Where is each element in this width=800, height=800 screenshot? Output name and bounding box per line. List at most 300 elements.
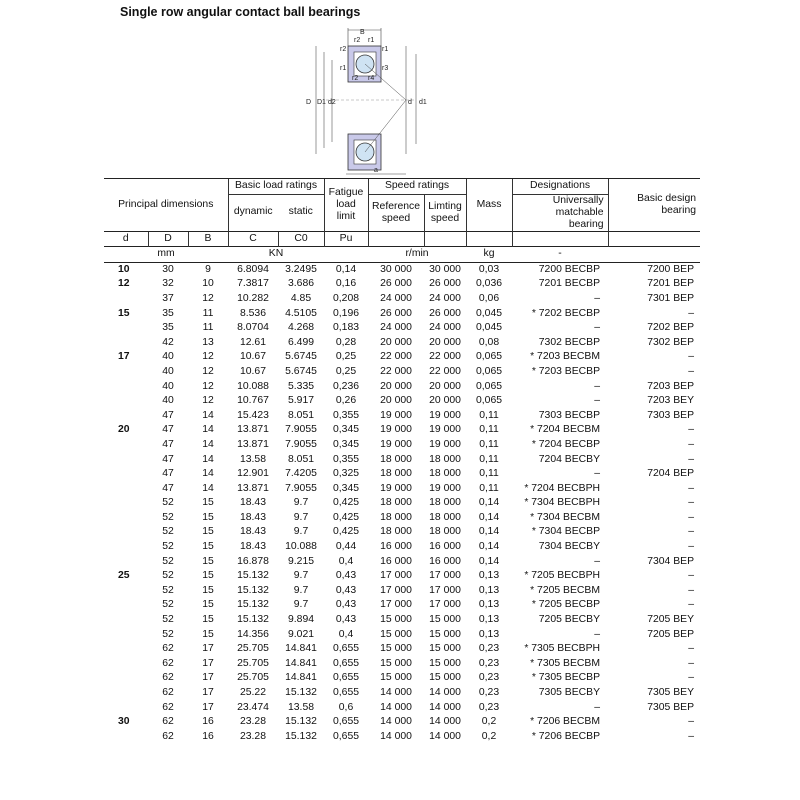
cell-limiting-speed: 18 000: [429, 511, 461, 523]
cell-basic-designation: –: [688, 424, 695, 436]
cell-outer-d: 32: [162, 278, 174, 290]
cell-width-b: 15: [202, 526, 214, 538]
cell-dynamic-c: 15.132: [237, 584, 269, 596]
diagram-label-r1b: r1: [382, 46, 389, 53]
table-row: [104, 380, 700, 395]
cell-static-c0: 5.917: [288, 395, 315, 407]
cell-limiting-speed: 20 000: [429, 395, 461, 407]
cell-limiting-speed: 22 000: [429, 365, 461, 377]
cell-dynamic-c: 18.43: [239, 511, 266, 523]
cell-bore-d: [104, 598, 148, 613]
cell-bore-d: [104, 438, 148, 453]
cell-limiting-speed: 16 000: [429, 541, 461, 553]
cell-outer-d: 62: [162, 701, 174, 713]
cell-universal-designation: 7200 BECBP: [538, 263, 601, 275]
cell-static-c0: 8.051: [288, 409, 315, 421]
header-mass: Mass: [466, 179, 512, 232]
cell-outer-d: 52: [162, 497, 174, 509]
diagram-label-r1a: r1: [368, 37, 375, 44]
cell-outer-d: 52: [162, 526, 174, 538]
table-row: [104, 671, 700, 686]
cell-mass: 0,036: [476, 278, 503, 290]
cell-mass: 0,045: [476, 322, 503, 334]
cell-universal-designation: * 7203 BECBP: [531, 365, 601, 377]
cell-bore-d: [104, 482, 148, 497]
cell-width-b: 14: [202, 482, 214, 494]
cell-dynamic-c: 12.61: [239, 336, 266, 348]
cell-universal-designation: * 7305 BECBM: [530, 657, 601, 669]
cell-bore-d: [104, 511, 148, 526]
cell-mass: 0,08: [478, 336, 500, 348]
header-symbol-big-d: D: [148, 231, 188, 247]
cell-dynamic-c: 10.282: [237, 292, 269, 304]
cell-outer-d: 62: [162, 657, 174, 669]
cell-width-b: 12: [202, 365, 214, 377]
cell-basic-designation: –: [688, 438, 695, 450]
header-symbol-c: C: [228, 231, 278, 247]
cell-fatigue-pu: 0,196: [333, 307, 360, 319]
cell-fatigue-pu: 0,4: [338, 555, 354, 567]
cell-outer-d: 62: [162, 672, 174, 684]
cell-bore-d: 25: [118, 570, 130, 582]
cell-fatigue-pu: 0,355: [333, 409, 360, 421]
cell-limiting-speed: 20 000: [429, 380, 461, 392]
cell-dynamic-c: 15.132: [237, 614, 269, 626]
cell-limiting-speed: 14 000: [429, 730, 461, 742]
cell-dynamic-c: 10.767: [237, 395, 269, 407]
cell-dynamic-c: 25.705: [237, 657, 269, 669]
cell-dynamic-c: 7.3817: [237, 278, 269, 290]
cell-width-b: 9: [205, 263, 211, 275]
diagram-label-b: B: [360, 29, 365, 36]
cell-outer-d: 52: [162, 511, 174, 523]
cell-fatigue-pu: 0,208: [333, 292, 360, 304]
cell-reference-speed: 14 000: [380, 687, 412, 698]
cell-limiting-speed: 19 000: [429, 438, 461, 450]
cell-static-c0: 3.2495: [285, 263, 317, 275]
table-row: [104, 394, 700, 409]
cell-mass: 0,23: [478, 657, 500, 669]
cell-limiting-speed: 14 000: [429, 701, 461, 713]
cell-universal-designation: * 7304 BECBM: [530, 511, 601, 523]
cell-fatigue-pu: 0,236: [333, 380, 360, 392]
cell-dynamic-c: 8.536: [239, 307, 266, 319]
cell-outer-d: 30: [162, 263, 174, 275]
cell-universal-designation: 7305 BECBY: [538, 687, 601, 698]
cell-dynamic-c: 6.8094: [237, 263, 269, 275]
bearings-table: [104, 178, 700, 744]
cell-universal-designation: 7303 BECBP: [538, 409, 601, 421]
cell-reference-speed: 16 000: [380, 541, 412, 553]
cell-reference-speed: 30 000: [380, 263, 412, 275]
cell-bore-d: [104, 628, 148, 643]
cell-outer-d: 62: [162, 730, 174, 742]
cell-universal-designation: * 7202 BECBP: [531, 307, 601, 319]
cell-reference-speed: 16 000: [380, 555, 412, 567]
cell-outer-d: 52: [162, 541, 174, 553]
cell-universal-designation: * 7204 BECBPH: [524, 482, 601, 494]
cell-universal-designation: * 7304 BECBP: [531, 526, 601, 538]
cell-bore-d: 20: [118, 424, 130, 436]
table-row: [104, 292, 700, 307]
cell-limiting-speed: 15 000: [429, 628, 461, 640]
diagram-label-d1: d1: [419, 99, 427, 106]
cell-basic-designation: –: [688, 526, 695, 538]
cell-mass: 0,14: [478, 526, 500, 538]
cell-dynamic-c: 13.871: [237, 482, 269, 494]
header-principal-dimensions: Principal dimensions: [104, 179, 228, 232]
cell-static-c0: 9.7: [293, 570, 309, 582]
cell-mass: 0,065: [476, 351, 503, 363]
cell-fatigue-pu: 0,28: [335, 336, 357, 348]
cell-reference-speed: 20 000: [380, 380, 412, 392]
cell-width-b: 10: [202, 278, 214, 290]
cell-basic-designation: –: [688, 453, 695, 465]
cell-outer-d: 52: [162, 628, 174, 640]
cell-dynamic-c: 13.871: [237, 438, 269, 450]
table-row: [104, 715, 700, 730]
header-universally-matchable: Universally matchable bearing: [512, 194, 608, 231]
cell-reference-speed: 14 000: [380, 730, 412, 742]
cell-static-c0: 4.85: [290, 292, 312, 304]
cell-static-c0: 5.6745: [285, 351, 317, 363]
cell-reference-speed: 17 000: [380, 599, 412, 611]
table-row: [104, 321, 700, 336]
cell-reference-speed: 26 000: [380, 307, 412, 319]
cell-basic-designation: 7304 BEP: [647, 555, 695, 567]
cell-bore-d: 12: [118, 278, 130, 290]
cell-static-c0: 13.58: [288, 701, 315, 713]
cell-static-c0: 7.9055: [285, 438, 317, 450]
cell-outer-d: 35: [162, 322, 174, 334]
cell-dynamic-c: 16.878: [237, 555, 269, 567]
cell-limiting-speed: 19 000: [429, 482, 461, 494]
table-row: [104, 496, 700, 511]
cell-limiting-speed: 30 000: [429, 263, 461, 275]
cell-bore-d: 17: [118, 351, 130, 363]
cell-reference-speed: 26 000: [380, 278, 412, 290]
cell-basic-designation: 7203 BEY: [647, 395, 695, 407]
table-row: [104, 569, 700, 584]
cell-basic-designation: –: [688, 307, 695, 319]
cell-limiting-speed: 18 000: [429, 468, 461, 480]
cell-width-b: 15: [202, 584, 214, 596]
cell-mass: 0,13: [478, 614, 500, 626]
cell-mass: 0,11: [479, 409, 499, 421]
cell-bore-d: [104, 657, 148, 672]
cell-bore-d: [104, 394, 148, 409]
diagram-label-d2: d2: [328, 99, 336, 106]
diagram-label-big-d: D: [306, 99, 312, 106]
cell-width-b: 15: [202, 541, 214, 553]
cell-universal-designation: * 7305 BECBPH: [524, 643, 601, 655]
cell-fatigue-pu: 0,26: [335, 395, 357, 407]
cell-bore-d: [104, 409, 148, 424]
cell-dynamic-c: 14.356: [237, 628, 269, 640]
cell-dynamic-c: 23.28: [239, 730, 266, 742]
cell-reference-speed: 18 000: [380, 468, 412, 480]
cell-basic-designation: 7301 BEP: [647, 292, 695, 304]
cell-dynamic-c: 18.43: [239, 541, 266, 553]
diagram-label-r2c: r2: [352, 75, 359, 82]
cell-basic-designation: 7201 BEP: [647, 278, 695, 290]
cell-width-b: 13: [202, 336, 214, 348]
cell-fatigue-pu: 0,355: [333, 453, 360, 465]
cell-mass: 0,14: [478, 497, 500, 509]
cell-basic-designation: –: [688, 730, 695, 742]
cell-outer-d: 47: [162, 409, 174, 421]
table-row: [104, 511, 700, 526]
cell-universal-designation: * 7204 BECBP: [531, 438, 601, 450]
cell-universal-designation: –: [594, 628, 601, 640]
cell-mass: 0,11: [479, 482, 499, 494]
cell-static-c0: 7.4205: [285, 468, 317, 480]
cell-width-b: 12: [202, 292, 214, 304]
cell-outer-d: 52: [162, 614, 174, 626]
cell-outer-d: 52: [162, 570, 174, 582]
cell-bore-d: [104, 380, 148, 395]
cell-basic-designation: –: [688, 643, 695, 655]
cell-static-c0: 5.335: [288, 380, 315, 392]
cell-universal-designation: * 7305 BECBP: [531, 672, 601, 684]
cell-fatigue-pu: 0,345: [333, 438, 360, 450]
cell-basic-designation: –: [688, 511, 695, 523]
cell-universal-designation: 7204 BECBY: [538, 453, 601, 465]
cell-width-b: 15: [202, 497, 214, 509]
table-row: [104, 336, 700, 351]
table-row: [104, 686, 700, 701]
cell-limiting-speed: 14 000: [429, 716, 461, 728]
cell-universal-designation: * 7304 BECBPH: [524, 497, 601, 509]
cell-reference-speed: 18 000: [380, 453, 412, 465]
cell-fatigue-pu: 0,25: [335, 365, 357, 377]
cell-reference-speed: 22 000: [380, 351, 412, 363]
cell-reference-speed: 20 000: [380, 395, 412, 407]
unit-kg: kg: [466, 247, 512, 263]
cell-reference-speed: 15 000: [380, 657, 412, 669]
cell-dynamic-c: 23.28: [239, 716, 266, 728]
cell-mass: 0,13: [478, 599, 500, 611]
cell-basic-designation: –: [688, 672, 695, 684]
cell-static-c0: 3.686: [288, 278, 315, 290]
cell-fatigue-pu: 0,183: [333, 322, 360, 334]
cell-static-c0: 4.268: [288, 322, 315, 334]
diagram-label-r4: r4: [368, 75, 375, 82]
diagram-label-r3: r3: [382, 65, 389, 72]
table-row: [104, 730, 700, 745]
table-row: [104, 409, 700, 424]
cell-static-c0: 8.051: [288, 453, 315, 465]
cell-outer-d: 47: [162, 424, 174, 436]
cell-universal-designation: * 7206 BECBP: [531, 730, 601, 742]
cell-limiting-speed: 14 000: [429, 687, 461, 698]
cell-fatigue-pu: 0,43: [335, 614, 357, 626]
cell-universal-designation: –: [594, 555, 601, 567]
cell-limiting-speed: 17 000: [429, 599, 461, 611]
cell-limiting-speed: 22 000: [429, 351, 461, 363]
cell-bore-d: [104, 701, 148, 716]
cell-width-b: 12: [202, 351, 214, 363]
cell-fatigue-pu: 0,345: [333, 424, 360, 436]
cell-limiting-speed: 18 000: [429, 497, 461, 509]
cell-basic-designation: –: [688, 482, 695, 494]
cell-reference-speed: 24 000: [380, 322, 412, 334]
cell-outer-d: 40: [162, 351, 174, 363]
cell-reference-speed: 15 000: [380, 643, 412, 655]
cell-basic-designation: –: [688, 365, 695, 377]
table-row: [104, 482, 700, 497]
cell-dynamic-c: 8.0704: [237, 322, 269, 334]
cell-basic-designation: 7305 BEY: [647, 687, 695, 698]
cell-bore-d: [104, 730, 148, 745]
cell-static-c0: 10.088: [285, 541, 317, 553]
diagram-label-r2b: r2: [340, 46, 347, 53]
table-row: [104, 525, 700, 540]
cell-width-b: 11: [202, 307, 214, 319]
cell-bore-d: [104, 525, 148, 540]
cell-bore-d: [104, 540, 148, 555]
header-limiting-speed: Limting speed: [424, 194, 466, 231]
cell-universal-designation: * 7203 BECBM: [530, 351, 601, 363]
cell-basic-designation: –: [688, 351, 695, 363]
cell-universal-designation: –: [594, 322, 601, 334]
cell-reference-speed: 14 000: [380, 701, 412, 713]
cell-static-c0: 14.841: [285, 657, 317, 669]
cell-fatigue-pu: 0,655: [333, 730, 360, 742]
cell-static-c0: 4.5105: [285, 307, 317, 319]
cell-width-b: 15: [202, 614, 214, 626]
cell-limiting-speed: 16 000: [429, 555, 461, 567]
cell-static-c0: 15.132: [285, 730, 317, 742]
cell-basic-designation: 7302 BEP: [647, 336, 695, 348]
cell-width-b: 14: [202, 409, 214, 421]
cell-limiting-speed: 26 000: [429, 278, 461, 290]
cell-universal-designation: * 7205 BECBP: [531, 599, 601, 611]
cell-fatigue-pu: 0,655: [333, 672, 360, 684]
cell-basic-designation: –: [688, 570, 695, 582]
cell-static-c0: 9.7: [293, 511, 309, 523]
cell-dynamic-c: 25.705: [237, 643, 269, 655]
cell-bore-d: [104, 467, 148, 482]
cell-basic-designation: 7203 BEP: [647, 380, 695, 392]
cell-width-b: 14: [202, 453, 214, 465]
cell-mass: 0,11: [479, 468, 499, 480]
cell-bore-d: 10: [118, 263, 130, 275]
cell-outer-d: 52: [162, 584, 174, 596]
cell-universal-designation: 7205 BECBY: [538, 614, 601, 626]
cell-width-b: 17: [202, 643, 214, 655]
cell-static-c0: 14.841: [285, 643, 317, 655]
diagram-label-r2a: r2: [354, 37, 361, 44]
cell-width-b: 15: [202, 628, 214, 640]
cell-mass: 0,13: [478, 584, 500, 596]
cell-reference-speed: 18 000: [380, 497, 412, 509]
cell-width-b: 17: [202, 701, 214, 713]
cell-fatigue-pu: 0,325: [333, 468, 360, 480]
header-designations: Designations: [512, 179, 608, 195]
diagram-label-d1-outer: D1: [317, 99, 326, 106]
cell-mass: 0,14: [478, 555, 500, 567]
cell-outer-d: 47: [162, 453, 174, 465]
cell-basic-designation: 7202 BEP: [647, 322, 695, 334]
header-symbol-c0: C0: [278, 231, 324, 247]
cell-width-b: 17: [202, 672, 214, 684]
cell-width-b: 15: [202, 599, 214, 611]
cell-reference-speed: 19 000: [380, 438, 412, 450]
cell-outer-d: 40: [162, 365, 174, 377]
cell-static-c0: 9.7: [293, 526, 309, 538]
cell-universal-designation: –: [594, 701, 601, 713]
cell-basic-designation: –: [688, 497, 695, 509]
cell-fatigue-pu: 0,425: [333, 526, 360, 538]
header-basic-design-bearing: Basic design bearing: [608, 179, 700, 232]
cell-static-c0: 9.021: [288, 628, 315, 640]
cell-limiting-speed: 18 000: [429, 453, 461, 465]
cell-bore-d: [104, 496, 148, 511]
cell-basic-designation: –: [688, 584, 695, 596]
header-symbol-d: d: [104, 231, 148, 247]
cell-mass: 0,2: [481, 730, 497, 742]
cell-basic-designation: 7305 BEP: [647, 701, 695, 713]
cell-bore-d: [104, 642, 148, 657]
cell-dynamic-c: 10.67: [239, 365, 266, 377]
cell-width-b: 11: [202, 322, 214, 334]
cell-reference-speed: 22 000: [380, 365, 412, 377]
page-title: Single row angular contact ball bearings: [120, 5, 361, 19]
cell-width-b: 17: [202, 687, 214, 698]
cell-basic-designation: 7205 BEY: [647, 614, 695, 626]
cell-basic-designation: –: [688, 541, 695, 553]
cell-dynamic-c: 13.871: [237, 424, 269, 436]
table-row: [104, 423, 700, 438]
cell-static-c0: 7.9055: [285, 424, 317, 436]
cell-width-b: 16: [202, 716, 214, 728]
cell-fatigue-pu: 0,425: [333, 511, 360, 523]
cell-basic-designation: –: [688, 657, 695, 669]
table-row: [104, 365, 700, 380]
cell-outer-d: 62: [162, 716, 174, 728]
cell-dynamic-c: 18.43: [239, 497, 266, 509]
cell-basic-designation: 7204 BEP: [647, 468, 695, 480]
cell-fatigue-pu: 0,25: [335, 351, 357, 363]
cell-universal-designation: 7304 BECBY: [538, 541, 601, 553]
cell-mass: 0,03: [478, 263, 500, 275]
cell-fatigue-pu: 0,14: [335, 263, 357, 275]
cell-mass: 0,065: [476, 365, 503, 377]
cell-width-b: 15: [202, 511, 214, 523]
cell-reference-speed: 17 000: [380, 570, 412, 582]
cell-static-c0: 5.6745: [285, 365, 317, 377]
cell-limiting-speed: 17 000: [429, 570, 461, 582]
cell-basic-designation: 7205 BEP: [647, 628, 695, 640]
cell-mass: 0,23: [478, 672, 500, 684]
cell-basic-designation: 7200 BEP: [647, 263, 695, 275]
cell-universal-designation: –: [594, 292, 601, 304]
cell-universal-designation: 7201 BECBP: [538, 278, 601, 290]
unit-dash: -: [512, 247, 608, 263]
table-row: [104, 628, 700, 643]
cell-dynamic-c: 18.43: [239, 526, 266, 538]
cell-outer-d: 52: [162, 555, 174, 567]
cell-bore-d: 15: [118, 307, 130, 319]
cell-static-c0: 9.215: [288, 555, 315, 567]
cell-width-b: 15: [202, 570, 214, 582]
cell-outer-d: 62: [162, 643, 174, 655]
cell-reference-speed: 20 000: [380, 336, 412, 348]
cell-outer-d: 47: [162, 438, 174, 450]
cell-basic-designation: –: [688, 716, 695, 728]
table-row: [104, 613, 700, 628]
